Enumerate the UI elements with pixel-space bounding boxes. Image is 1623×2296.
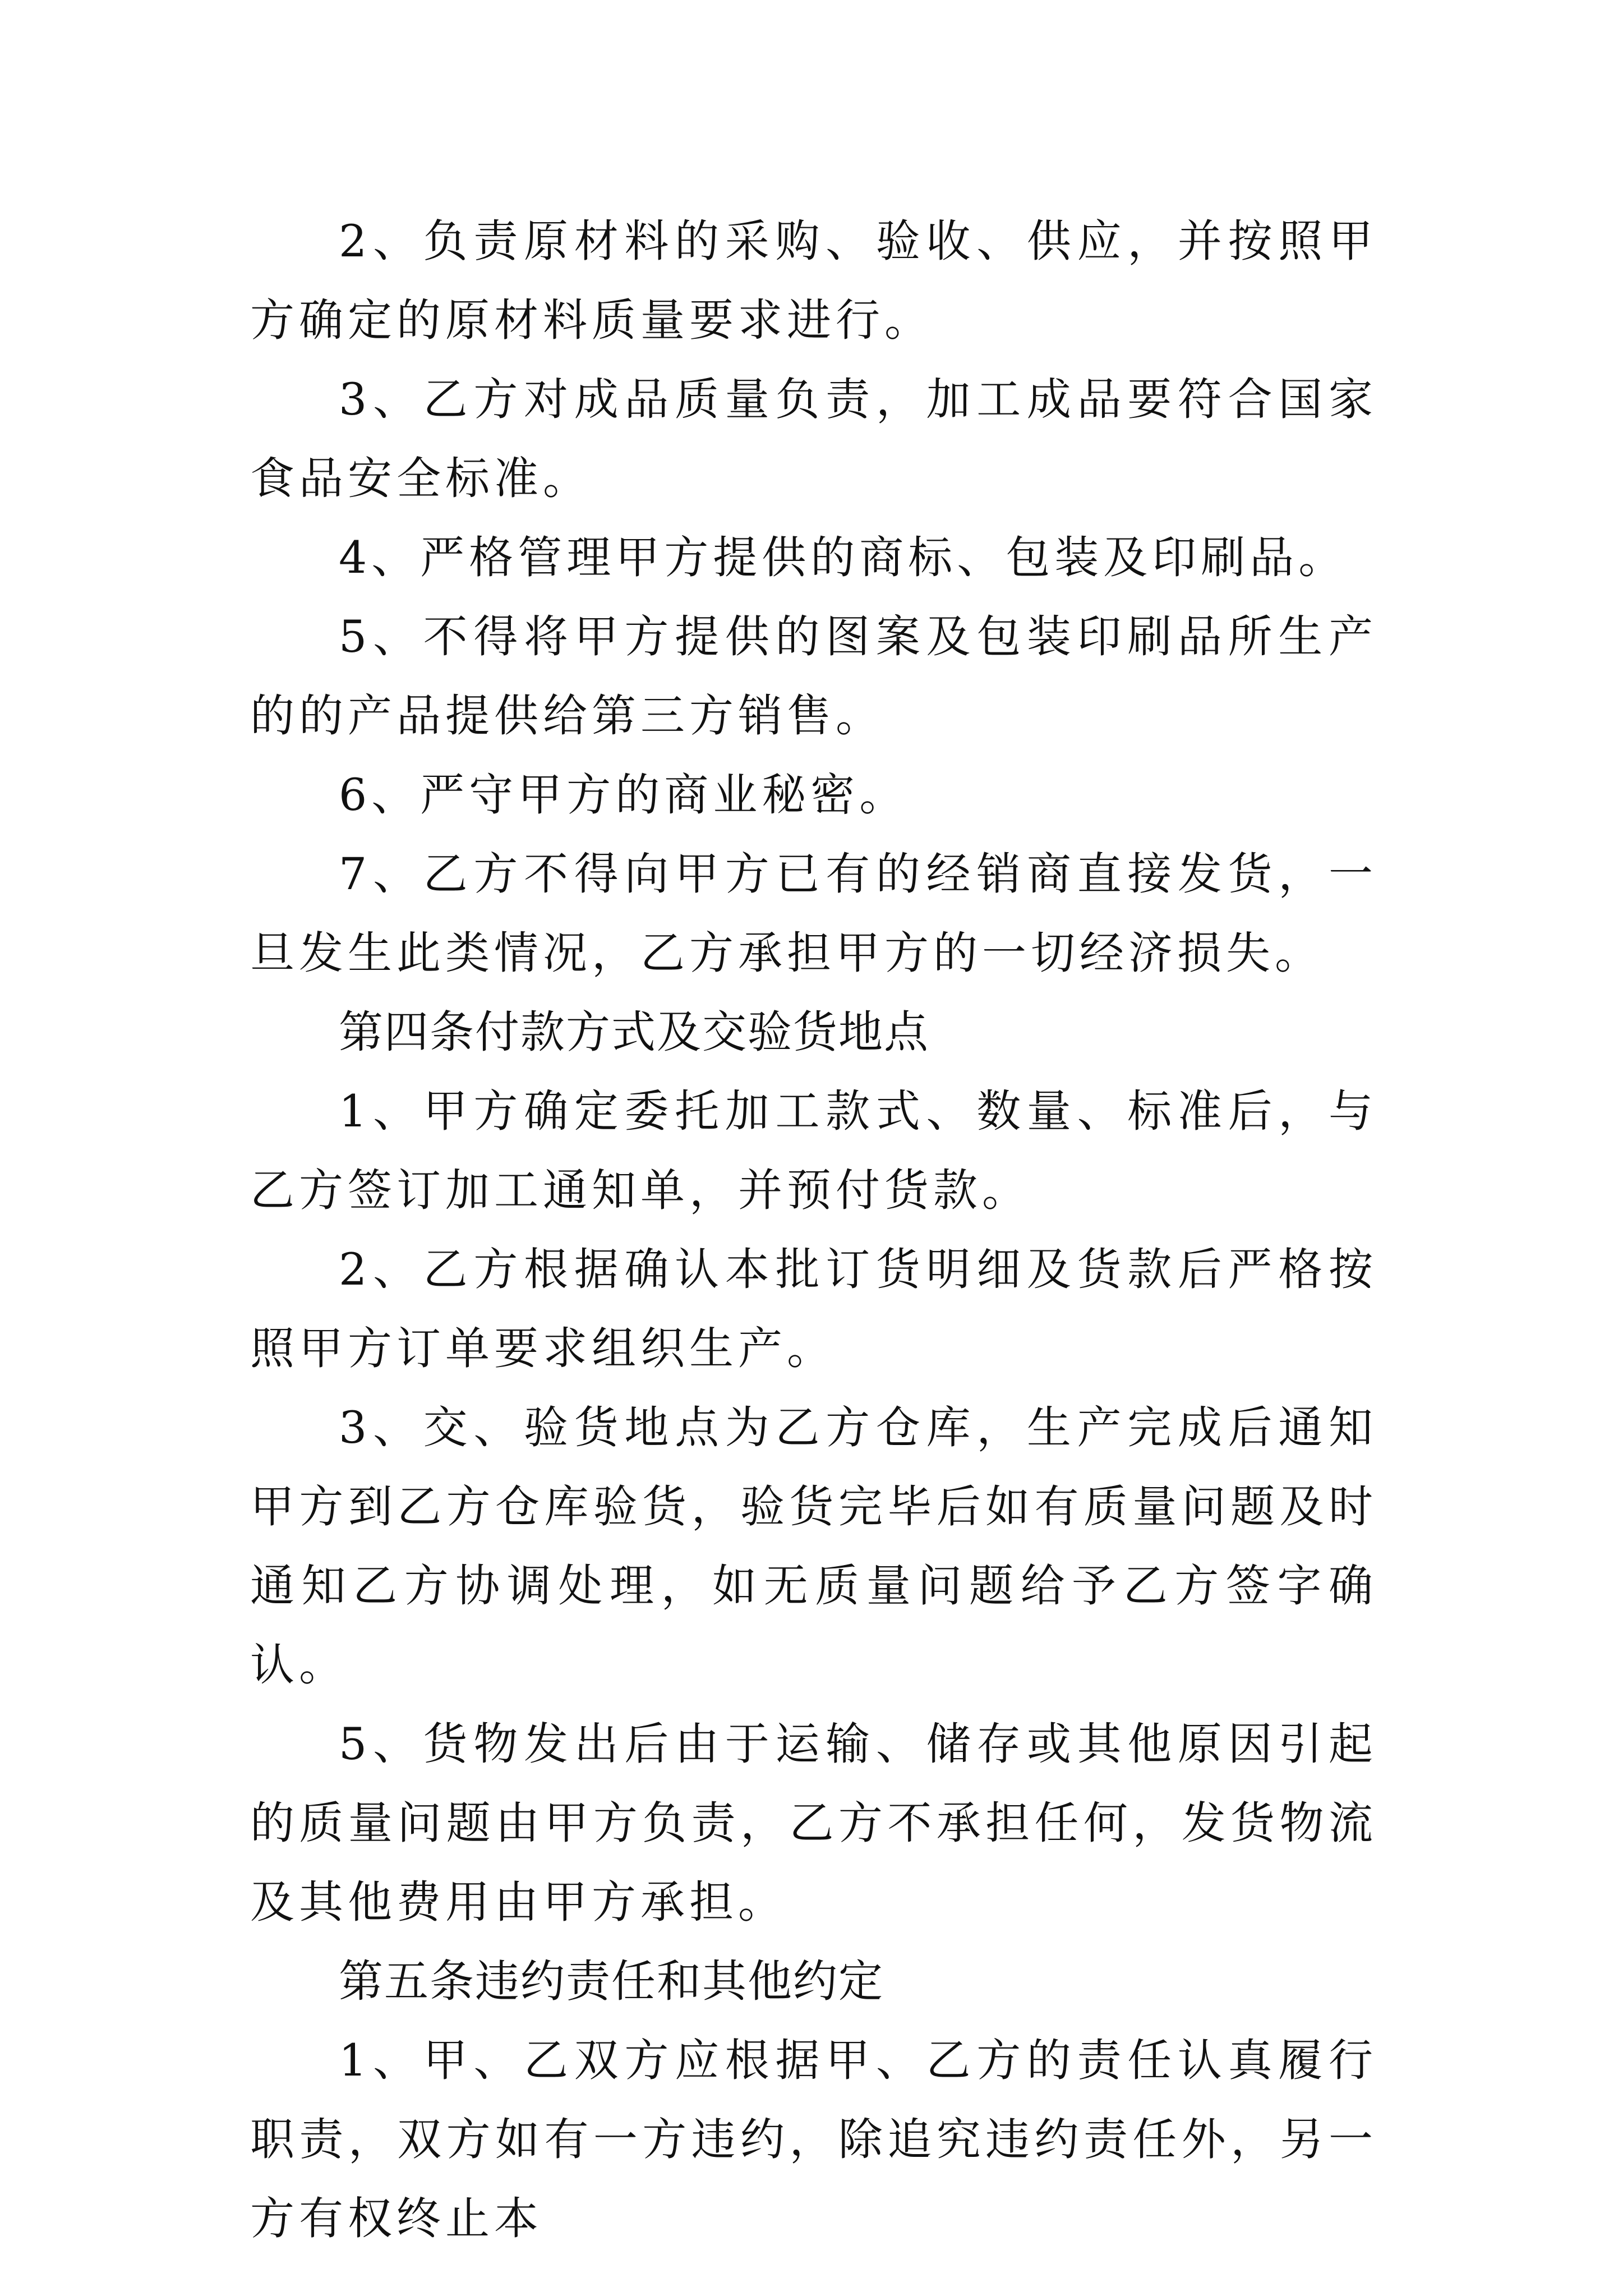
paragraph-breach-liability: 1、甲、乙双方应根据甲、乙方的责任认真履行职责，双方如有一方违约，除追究违约责任外，另一方有权终止本 [250,2035,1377,2244]
section-heading-article-5: 第五条违约责任和其他约定 [339,1955,884,2007]
paragraph-quality-responsibility: 3、乙方对成品质量负责，加工成品要符合国家食品安全标准。 [250,374,1377,504]
paragraph-trade-secrets: 6、严守甲方的商业秘密。 [339,769,909,821]
paragraph-trademark-management: 4、严格管理甲方提供的商标、包装及印刷品。 [339,532,1348,583]
paragraph-raw-material: 2、负责原材料的采购、验收、供应，并按照甲方确定的原材料质量要求进行。 [250,215,1377,346]
paragraph-inspection-location: 3、交、验货地点为乙方仓库，生产完成后通知甲方到乙方仓库验货，验货完毕后如有质量问题及时通知乙方协调处理，如无质量问题给予乙方签字确认。 [250,1402,1377,1691]
paragraph-no-third-party-sales: 5、不得将甲方提供的图案及包装印刷品所生产的的产品提供给第三方销售。 [250,611,1377,742]
section-heading-article-4: 第四条付款方式及交验货地点 [339,1006,929,1058]
document-body [250,202,1377,2258]
paragraph-no-direct-shipping: 7、乙方不得向甲方已有的经销商直接发货，一旦发生此类情况，乙方承担甲方的一切经济损失。 [250,848,1377,979]
paragraph-production-order: 2、乙方根据确认本批订货明细及货款后严格按照甲方订单要求组织生产。 [250,1244,1377,1374]
paragraph-shipping-liability: 5、货物发出后由于运输、储存或其他原因引起的质量问题由甲方负责，乙方不承担任何，发货物流及其他费用由甲方承担。 [250,1718,1377,1928]
paragraph-processing-notice: 1、甲方确定委托加工款式、数量、标准后，与乙方签订加工通知单，并预付货款。 [250,1085,1377,1216]
